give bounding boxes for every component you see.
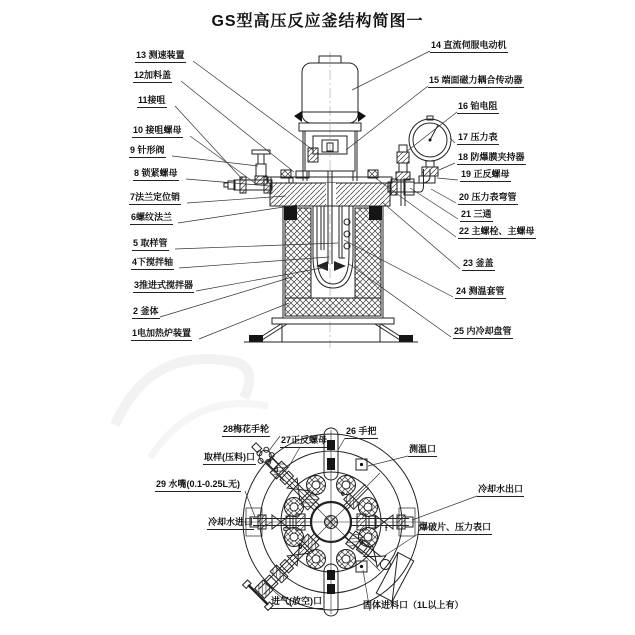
label-magnetic-coupling: 15 端面磁力耦合传动器 [428,75,524,88]
label-pressure-gauge: 17 压力表 [457,132,499,145]
label-electric-heater: 1电加热炉装置 [131,328,192,341]
label-cooling-water-inlet: 冷却水进口 [207,517,254,530]
label-flange-pin: 7法兰定位销 [129,192,181,205]
label-platinum-resistance: 16 铂电阻 [457,101,499,114]
label-temp-port: 测温口 [408,444,437,457]
label-double-nut: 19 正反螺母 [460,169,511,182]
label-water-nozzle: 29 水嘴(0.1-0.25L无) [155,479,241,492]
kettle-cover [268,170,392,206]
label-cooling-coil: 25 内冷却盘管 [453,326,513,339]
watermark [115,359,268,458]
label-threaded-flange: 6螺纹法兰 [130,212,173,225]
page-title: GS型高压反应釜结构简图一 [211,13,424,30]
needle-valve-assembly [224,150,272,193]
label-sampling-tube: 5 取样管 [132,238,169,251]
cross-section-figure [224,52,451,348]
label-gauge-bend-pipe: 20 压力表弯管 [458,192,518,205]
label-gas-inlet-vent-port: 进气(放空)口 [270,596,323,609]
label-plum-handwheel: 28梅花手轮 [222,424,270,437]
label-thermowell: 24 测温套管 [455,286,506,299]
label-kettle-cover: 23 釜盖 [462,258,495,271]
label-handle: 26 手把 [345,426,378,439]
port-letter-e: e [341,491,345,498]
label-main-bolt-nut: 22 主螺栓、主螺母 [458,226,536,239]
rupture-disc-pad [356,561,367,572]
label-double-nut-2: 27正反螺母 [280,435,328,448]
label-kettle-body: 2 釜体 [132,306,160,319]
label-nozzle: 11接咀 [137,95,167,108]
label-stirring-shaft: 4下搅拌轴 [131,257,174,270]
heater-stand [244,318,418,342]
port-letter-c: c [283,526,287,533]
label-feed-cover: 12加料盖 [133,70,172,83]
label-rupture-disc-port: 爆破片、压力表口 [418,522,492,535]
label-sampling-port: 取样(压料)口 [203,452,256,465]
label-tee-joint: 21 三通 [460,209,493,222]
label-nozzle-nut: 10 接咀螺母 [132,125,183,138]
top-view-figure [238,428,424,616]
port-letter-b: b [298,544,303,551]
label-speed-device: 13 测速装置 [135,50,186,63]
label-cooling-water-outlet: 冷却水出口 [477,484,524,497]
kettle-body-furnace [283,206,383,318]
label-solid-feed-port: 固体进料口（1L以上有） [363,600,464,610]
port-letter-d: d [274,467,279,474]
label-needle-valve: 9 针形阀 [129,145,166,158]
platinum-resistance-rod [396,145,410,206]
temp-port-pad [356,459,367,470]
label-dc-servo-motor: 14 直流伺服电动机 [430,40,508,53]
port-letter-f: f [385,526,388,533]
label-propeller-stirrer: 3推进式搅拌器 [133,280,194,293]
label-lock-nut: 8 锁紧螺母 [133,168,179,181]
port-letter-g: g [359,538,364,545]
label-rupture-disc-holder: 18 防爆膜夹持器 [457,152,526,165]
